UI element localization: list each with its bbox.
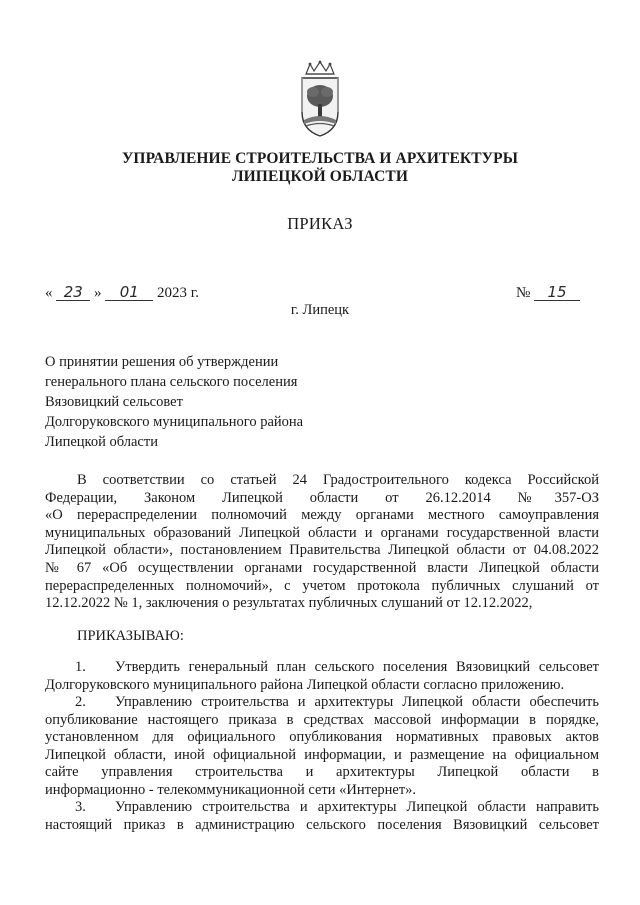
subject-line: генерального плана сельского поселения — [45, 374, 298, 390]
item-line: информационно - телекоммуникационной сети «Интернет». — [45, 781, 417, 798]
item-number: 2. — [75, 694, 86, 710]
item-line: Управлению строительства и архитектуры Липецкой области направить — [115, 799, 599, 815]
order-item-1 — [45, 659, 599, 694]
subject-line: Вязовицкий сельсовет — [45, 394, 183, 410]
item-line: установленном для официального опубликования нормативных правовых актов — [45, 729, 599, 746]
preamble-paragraph — [45, 472, 599, 613]
subject-line: О принятии решения об утверждении — [45, 354, 279, 370]
item-line: опубликование настоящего приказа в средствах массовой информации в порядке, — [45, 711, 599, 728]
item-line: настоящий приказ в администрацию сельского поселения Вязовицкий сельсовет — [45, 816, 599, 833]
document-date — [45, 284, 199, 302]
date-month-handwritten: 01 — [105, 284, 153, 301]
date-day-handwritten: 23 — [56, 284, 90, 301]
item-line: Утвердить генеральный план сельского поселения Вязовицкий сельсовет — [115, 659, 599, 675]
preamble-line: В соответствии со статьей 24 Градостроительного кодекса Российской — [77, 472, 599, 488]
item-line: Липецкой области, иной официальной информации, и размещение на официальном — [45, 746, 599, 763]
preamble-line: 12.12.2022 № 1, заключения о результатах публичных слушаний от 12.12.2022, — [45, 595, 533, 612]
item-first-line — [45, 799, 599, 817]
item-first-line — [45, 694, 599, 712]
item-line: сайте управления строительства и архитектуры Липецкой области в — [45, 764, 599, 781]
date-open-quote: « — [45, 285, 53, 301]
preamble-line: Федерации, Законом Липецкой области от 26.12.2014 №357-ОЗ — [45, 489, 599, 506]
order-item-2 — [45, 694, 599, 800]
item-first-line — [45, 659, 599, 677]
subject-line: Липецкой области — [45, 434, 158, 450]
item-line: Долгоруковского муниципального района Липецкой области согласно приложению. — [45, 676, 565, 693]
organization-name-line2: ЛИПЕЦКОЙ ОБЛАСТИ — [232, 168, 408, 185]
preamble-line: «О перераспределении полномочий между органами местного самоуправления — [45, 507, 599, 524]
document-number — [516, 284, 580, 302]
document-city: г. Липецк — [290, 302, 350, 318]
preamble-line: № 67 «Об осуществлении органами государственной власти Липецкой области — [45, 559, 599, 576]
subject-line: Долгоруковского муниципального района — [45, 414, 304, 430]
number-label: № — [516, 285, 531, 301]
order-item-3 — [45, 799, 599, 834]
preamble-line: муниципальных образований Липецкой области и органами государственной власти — [45, 524, 599, 541]
organization-name-line1: УПРАВЛЕНИЕ СТРОИТЕЛЬСТВА И АРХИТЕКТУРЫ — [121, 150, 519, 167]
date-year: 2023 г. — [157, 285, 199, 301]
coat-of-arms-icon — [296, 60, 344, 138]
document-title: ПРИКАЗ — [287, 214, 353, 233]
number-value-handwritten: 15 — [534, 284, 580, 301]
item-number: 3. — [75, 799, 86, 815]
item-number: 1. — [75, 659, 86, 675]
preamble-line: Липецкой области», постановлением Правительства Липецкой области от 04.08.2022 — [45, 542, 599, 559]
item-line: Управлению строительства и архитектуры Липецкой области обеспечить — [115, 694, 599, 710]
preamble-line: перераспределенных полномочий», с учетом протокола публичных слушаний от — [45, 577, 599, 594]
document-subject — [45, 352, 303, 452]
order-heading: ПРИКАЗЫВАЮ: — [77, 628, 184, 644]
date-close-quote: » — [94, 285, 102, 301]
